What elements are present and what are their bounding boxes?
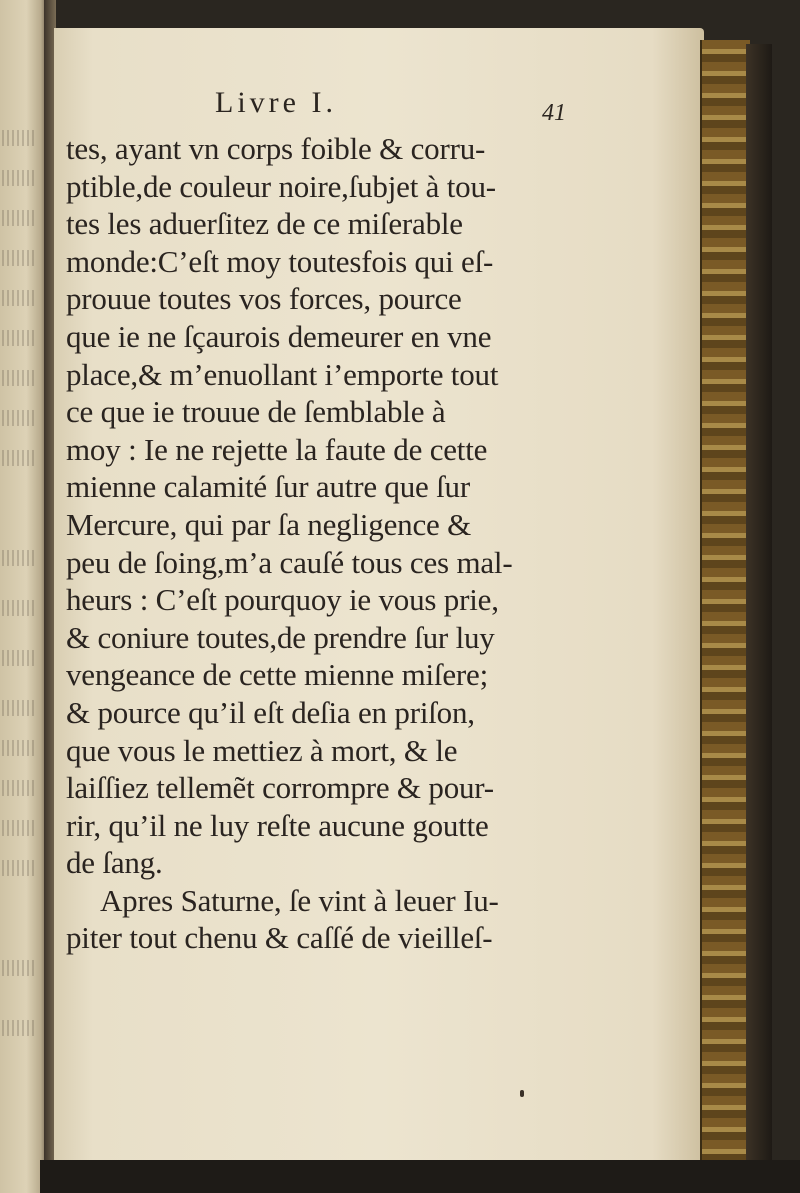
text-line: place,& m’enuollant i’emporte tout — [66, 356, 499, 392]
text-line: monde:C’eſt moy toutesfois qui eſ- — [66, 243, 494, 279]
running-head: Livre I. — [215, 86, 337, 119]
text-line: laiſſiez tellemẽt corrompre & pour- — [66, 770, 494, 806]
text-line: heurs : C’eſt pourquoy ie vous prie, — [66, 582, 499, 618]
text-line: peu de ſoing,m’a cauſé tous ces mal- — [66, 544, 513, 580]
bleed-through-mark — [2, 370, 36, 386]
text-line: ce que ie trouue de ſemblable à — [66, 394, 446, 430]
text-line: moy : Ie ne rejette la faute de cette — [66, 431, 488, 467]
text-line: que ie ne ſçaurois demeurer en vne — [66, 318, 492, 354]
bleed-through-mark — [2, 820, 36, 836]
page-number: 41 — [542, 100, 566, 126]
bleed-through-mark — [2, 550, 36, 566]
text-line: que vous le mettiez à mort, & le — [66, 732, 458, 768]
text-line: tes, ayant vn corps foible & corru- — [66, 131, 486, 166]
binding-shadow — [746, 44, 772, 1164]
bleed-through-mark — [2, 740, 36, 756]
text-line: Mercure, qui par ſa negligence & — [66, 506, 472, 542]
bleed-through-mark — [2, 290, 36, 306]
bleed-through-mark — [2, 650, 36, 666]
text-line: rir, qu’il ne luy reſte aucune goutte — [66, 807, 489, 843]
bleed-through-mark — [2, 250, 36, 266]
text-line: piter tout chenu & caſſé de vieilleſ- — [66, 920, 493, 956]
bleed-through-mark — [2, 700, 36, 716]
bleed-through-mark — [2, 1020, 36, 1036]
text-line: & coniure toutes,de prendre ſur luy — [66, 619, 495, 655]
bleed-through-mark — [2, 780, 36, 796]
bleed-through-mark — [2, 450, 36, 466]
facing-page-edge — [0, 0, 48, 1193]
bleed-through-mark — [2, 330, 36, 346]
text-line: vengeance de cette mienne miſere; — [66, 657, 488, 693]
text-line: tes les aduerſitez de ce miſerable — [66, 206, 463, 242]
text-line: ptible,de couleur noire,ſubjet à tou- — [66, 168, 496, 204]
page-block-edge — [700, 40, 750, 1165]
bleed-through-mark — [2, 860, 36, 876]
page-text — [66, 130, 586, 957]
ink-speck — [520, 1090, 524, 1097]
bleed-through-mark — [2, 410, 36, 426]
text-line: de ſang. — [66, 845, 163, 881]
text-line: prouue toutes vos forces, pource — [66, 281, 462, 317]
bleed-through-mark — [2, 210, 36, 226]
text-line: mienne calamité ſur autre que ſur — [66, 469, 470, 505]
text-line: Apres Saturne, ſe vint à leuer Iu- — [100, 882, 499, 918]
bleed-through-mark — [2, 960, 36, 976]
bleed-through-mark — [2, 170, 36, 186]
bleed-through-mark — [2, 600, 36, 616]
bleed-through-mark — [2, 130, 36, 146]
bottom-shadow — [40, 1160, 800, 1193]
text-line: & pource qu’il eſt deſia en priſon, — [66, 694, 475, 730]
